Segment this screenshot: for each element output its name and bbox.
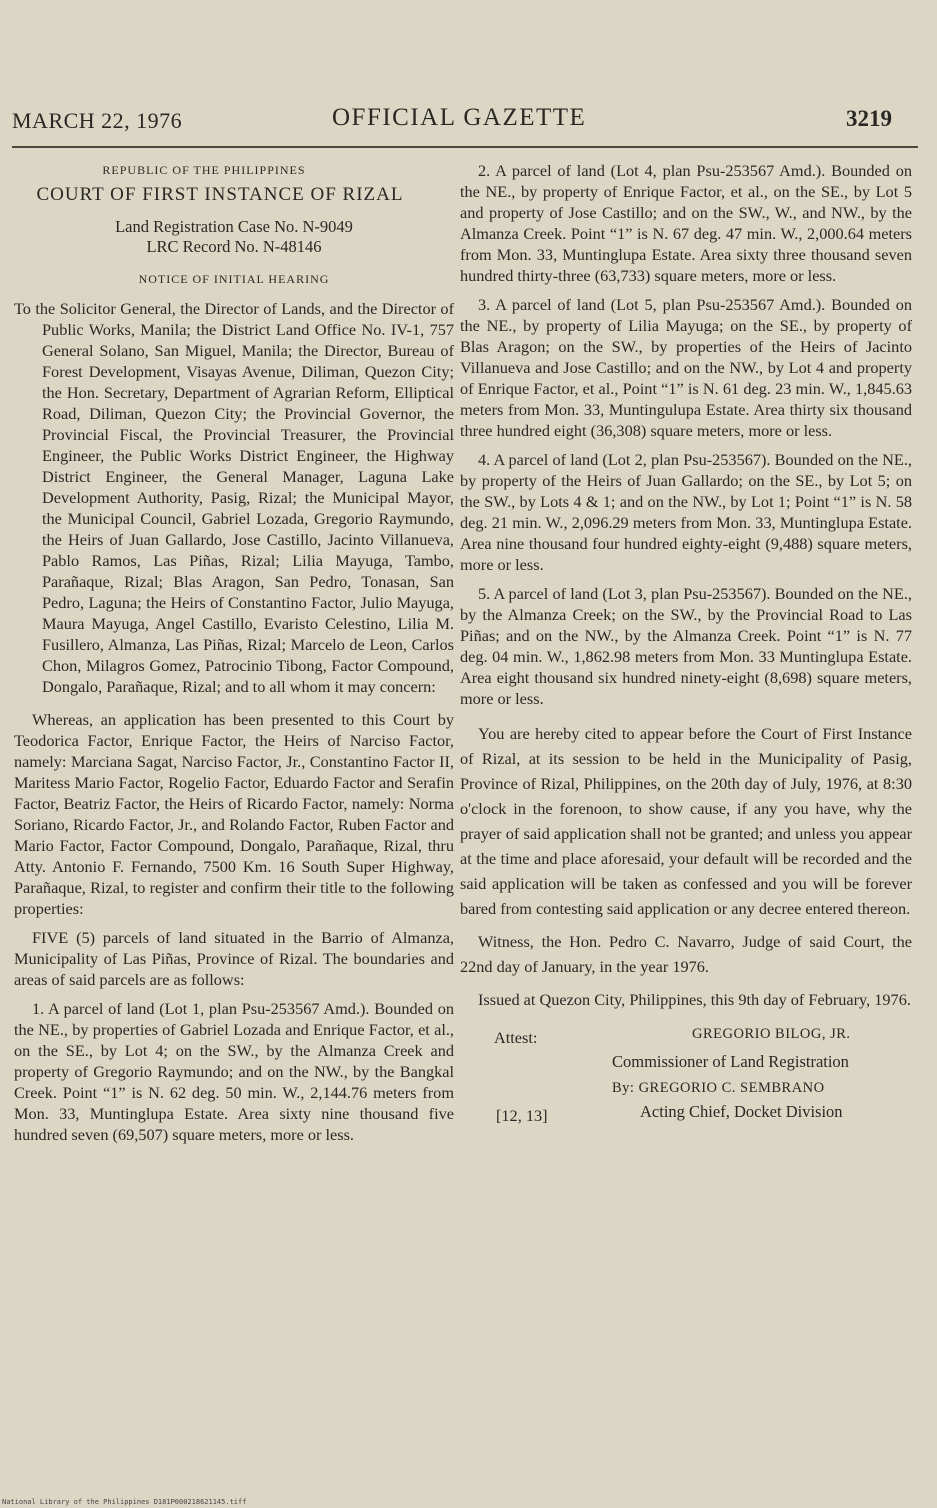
cited-paragraph: You are hereby cited to appear before the Court of First Instance of Rizal, at its session to be held in the Municipality of Pasig, Province of Rizal, Philippines, on the 20th day of July, 1976, at 8:30 o'clock in the forenoon, to show cause, if any you have, why the prayer of said application shall not be granted; and unless you appear at the time and place aforesaid, your default will be recorded and the said application will be taken as confessed and you will be forever bared from contesting said application or any decree entered thereon. [460, 724, 912, 918]
right-column [460, 160, 912, 1130]
signature-block [460, 1018, 912, 1130]
court-name: COURT OF FIRST INSTANCE OF RIZAL [36, 184, 404, 205]
whereas-paragraph: Whereas, an application has been presented to this Court by Teodorica Factor, Enrique Factor, the Heirs of Narciso Factor, namely: Marciana Sagat, Narciso Factor, Jr., Constantino Factor II, Maritess Mario Factor, Rogelio Factor, Eduardo Factor and Serafin Factor, Beatriz Factor, the Heirs of Ricardo Factor, namely: Norma Soriano, Ricardo Factor, Jr., and Rolando Factor, Ruben Factor and Mario Factor, Factor Compound, Dongalo, Parañaque, Rizal, thru Atty. Antonio F. Fernando, 7500 Km. 16 South Super Highway, Parañaque, Rizal, to register and confirm their title to the following properties: [14, 710, 454, 918]
lrc-record: LRC Record No. N-48146 [146, 237, 322, 256]
addressees-paragraph: To the Solicitor General, the Director of Lands, and the Director of Public Works, Manila; the District Land Office No. IV-1, 757 General Solano, San Miguel, Manila; the Director, Bureau of Forest Development, Visayas Avenue, Diliman, Quezon City; the Hon. Secretary, Department of Agrarian Reform, Elliptical Road, Diliman, Quezon City; the Provincial Governor, the Provincial Fiscal, the Provincial Treasurer, the Provincial Engineer, the Public Works District Engineer, the Highway District Engineer, the General Manager, Laguna Lake Development Authority, Pasig, Rizal; the Municipal Mayor, the Municipal Council, Gabriel Lozada, Gregorio Raymundo, the Heirs of Juan Gallardo, Jose Castillo, Jacinto Villanueva, Pablo Ramos, Las Piñas, Rizal; Lilia Mayuga, Tambo, Parañaque, Rizal; Blas Aragon, San Pedro, Tonasan, San Pedro, Laguna; the Heirs of Constantino Factor, Julio Mayuga, Maura Mayuga, Angel Castillo, Evaristo Celestino, Lilia M. Fusillero, Almanza, Las Piñas, Rizal; Marcelo de Leon, Carlos Chon, Milagros Gomez, Patrocinio Tibong, Factor Compound, Dongalo, Parañaque, Rizal; and to all whom it may concern: [14, 299, 454, 696]
attest-label: Attest: [494, 1028, 538, 1047]
left-column [14, 160, 454, 1145]
witness-paragraph: Witness, the Hon. Pedro C. Navarro, Judge of said Court, the 22nd day of January, in the year 1976. [460, 932, 912, 976]
parcels-intro: FIVE (5) parcels of land situated in the Barrio of Almanza, Municipality of Las Piñas, Province of Rizal. The boundaries and areas of said parcels are as follows: [14, 928, 454, 989]
header-rule [12, 146, 918, 148]
commissioner-name: GREGORIO BILOG, JR. [692, 1026, 851, 1042]
docket-chief-name: By: GREGORIO C. SEMBRANO [612, 1080, 825, 1096]
parcel-item: 3. A parcel of land (Lot 5, plan Psu-253567 Amd.). Bounded on the NE., by property of Lilia Mayuga; on the SE., by property of Blas Aragon; on the SW., by properties of the Heirs of Jacinto Villanueva and Jose Castillo; and on the NW., by Lot 4 and property of Enrique Factor, et al., Point “1” is N. 61 deg. 23 min. W., 1,845.63 meters from Mon. 33, Muntingulupa Estate. Area thirty six thousand three hundred eight (36,308) square meters, more or less. [460, 295, 912, 440]
parcel-item: 1. A parcel of land (Lot 1, plan Psu-253567 Amd.). Bounded on the NE., by properties of Gabriel Lozada and Enrique Factor, et al., on the SE., by Lot 4; on the SW., by the Almanza Creek and property of Gregorio Raymundo; and on the NW., by the Bangkal Creek. Point “1” is N. 62 deg. 50 min. W., 2,144.76 meters from Mon. 33, Muntinglupa Estate. Area sixty nine thousand five hundred seven (69,507) square meters, more or less. [14, 999, 454, 1144]
docket-chief-title: Acting Chief, Docket Division [640, 1102, 843, 1121]
issued-paragraph: Issued at Quezon City, Philippines, this 9th day of February, 1976. [478, 990, 911, 1009]
page-number: 3219 [846, 106, 892, 131]
parcel-item: 5. A parcel of land (Lot 3, plan Psu-253567). Bounded on the NE., by the Almanza Creek; on the SW., by the Provincial Road to Las Piñas; and on the NW., by the Almanza Creek. Point “1” is N. 77 deg. 04 min. W., 1,862.98 meters from Mon. 33 Muntinglupa Estate. Area eight thousand six hundred ninety-eight (8,698) square meters, more or less. [460, 584, 912, 708]
notice-title: NOTICE OF INITIAL HEARING [138, 272, 330, 286]
page-header [12, 104, 892, 144]
commissioner-title: Commissioner of Land Registration [612, 1052, 849, 1071]
case-number: Land Registration Case No. N-9049 [115, 217, 353, 236]
scan-footer: National Library of the Philippines D181P000218621145.tiff [2, 1498, 247, 1506]
republic-line: REPUBLIC OF THE PHILIPPINES [102, 163, 306, 177]
issue-reference: [12, 13] [496, 1106, 548, 1125]
issue-date: MARCH 22, 1976 [12, 108, 183, 133]
parcel-item: 4. A parcel of land (Lot 2, plan Psu-253567). Bounded on the NE., by property of the Heirs of Juan Gallardo; on the SE., by Lot 5; on the SW., by Lots 4 & 1; and on the NW., by Lot 1; Point “1” is N. 58 deg. 21 min. W., 2,096.29 meters from Mon. 33, Muntinglupa Estate. Area nine thousand four hundred eighty-eight (9,488) square meters, more or less. [460, 450, 912, 574]
publication-title: OFFICIAL GAZETTE [332, 104, 587, 131]
parcel-item: 2. A parcel of land (Lot 4, plan Psu-253567 Amd.). Bounded on the NE., by property of Enrique Factor, et al., on the SE., by Lot 5 and property of Jose Castillo; and on the SW., W., and NW., by the Almanza Creek. Point “1” is N. 67 deg. 47 min. W., 2,000.64 meters from Mon. 33, Muntinglupa Estate. Area sixty three thousand seven hundred thirty-three (63,733) square meters, more or less. [460, 161, 912, 285]
